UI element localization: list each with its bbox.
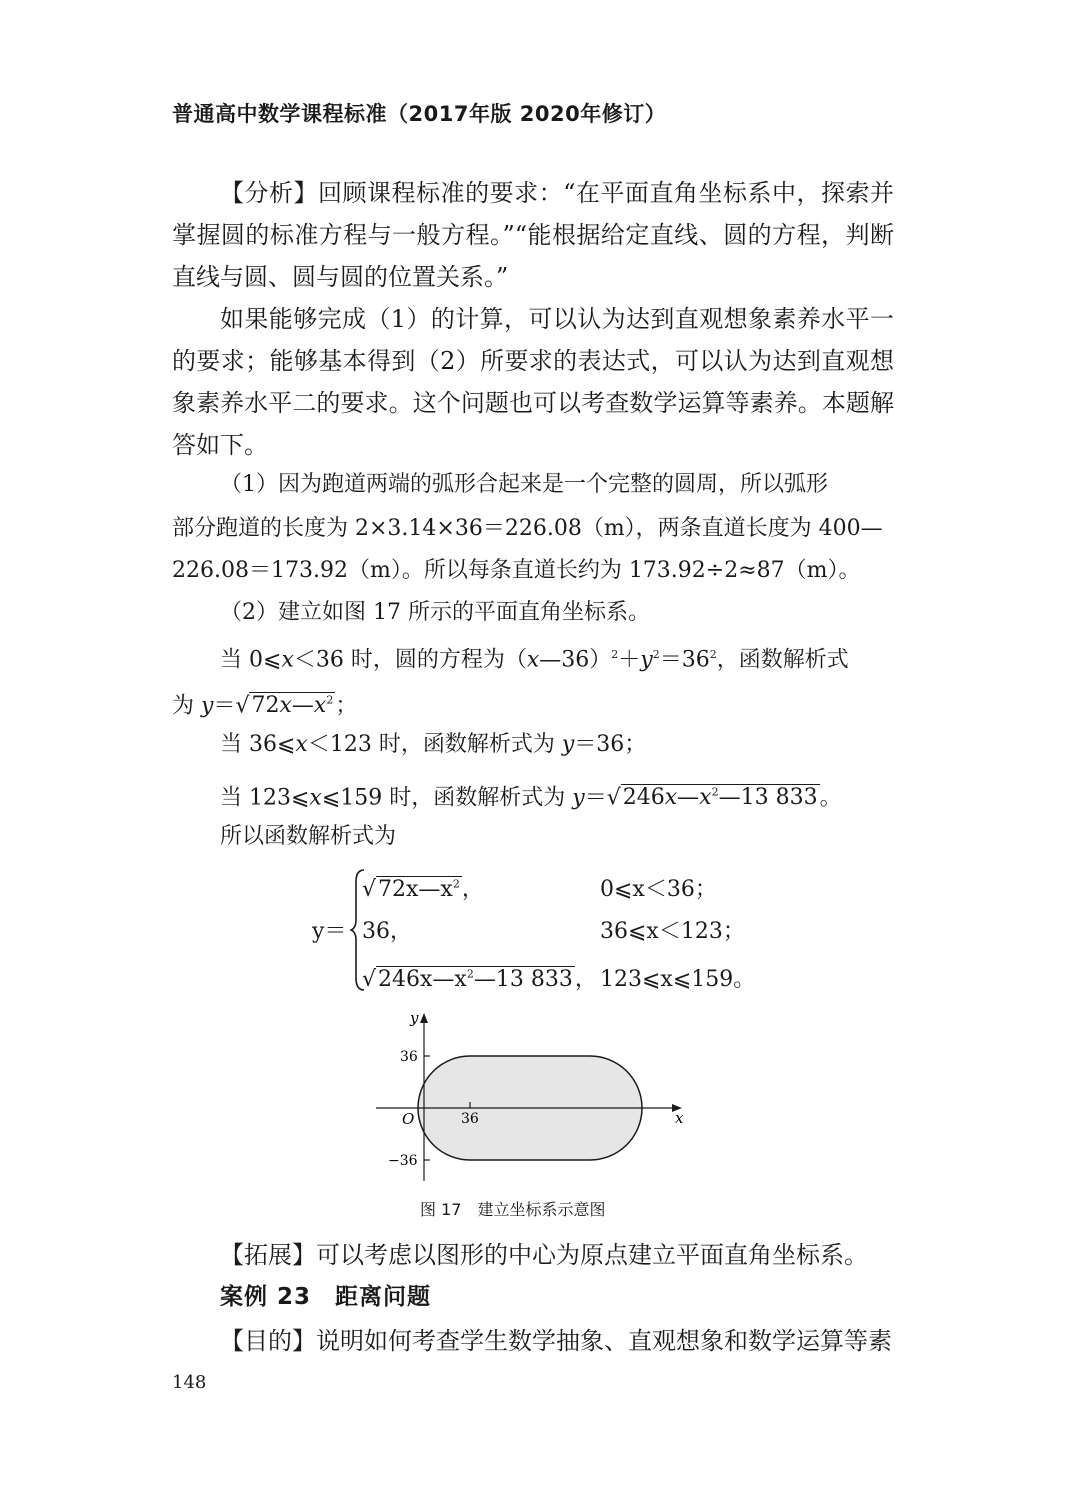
piecewise-lhs: y＝ [312, 919, 347, 944]
running-header: 普通高中数学课程标准（2017年版 2020年修订） [172, 102, 667, 126]
function-line-1: 为 $y=√72x—x^2$； [172, 693, 358, 719]
solution-line-3: 226.08＝173.92（m）。所以每条直道长约为 173.92÷2≈87（m）。 [172, 558, 861, 583]
tick-label-x-36: 36 [461, 1111, 479, 1127]
solution-line-4: （2）建立如图 17 所示的平面直角坐标系。 [220, 600, 650, 625]
analysis-paragraph: 【分析】回顾课程标准的要求：“在平面直角坐标系中，探索并掌握圆的标准方程与一般方程。”“能根据给定直线、圆的方程，判断直线与圆、圆与圆的位置关系。” [172, 179, 894, 291]
y-axis-label: y [410, 1009, 419, 1027]
x-axis-label: x [675, 1109, 684, 1127]
origin-label: O [402, 1110, 415, 1128]
purpose-paragraph: 【目的】说明如何考查学生数学抽象、直观想象和数学运算等素 [220, 1327, 892, 1355]
piecewise-row-1-cond: 0⩽x＜36； [600, 877, 717, 902]
extension-paragraph: 【拓展】可以考虑以图形的中心为原点建立平面直角坐标系。 [220, 1241, 868, 1269]
function-line-3: 当 123⩽x⩽159 时，函数解析式为 $y=√246x—x^2—13$ 833。 [220, 785, 842, 811]
y-axis-arrow-icon [420, 1013, 428, 1023]
page-number: 148 [172, 1372, 207, 1393]
solution-line-1: （1）因为跑道两端的弧形合起来是一个完整的圆周，所以弧形 [220, 472, 828, 497]
summary-line: 所以函数解析式为 [220, 824, 397, 849]
tick-label-y-36: 36 [400, 1049, 418, 1065]
tick-label-y-neg36: −36 [388, 1153, 418, 1169]
track-coordinate-figure [360, 1005, 700, 1185]
piecewise-row-3-expr: $√246x—x^2—13$ 833， [362, 967, 597, 992]
piecewise-row-2-cond: 36⩽x＜123； [600, 919, 745, 944]
circle-equation-line: 当 0⩽x＜36 时，圆的方程为$(x—36)^2+y^2=36^2$，函数解析式 [220, 647, 849, 673]
case-title: 案例 23 距离问题 [220, 1284, 432, 1310]
piecewise-row-1-expr: $√72x—x^2$， [362, 877, 484, 902]
solution-line-2: 部分跑道的长度为 2×3.14×36＝226.08（m），两条直道长度为 400— [172, 516, 883, 541]
evaluation-paragraph: 如果能够完成（1）的计算，可以认为达到直观想象素养水平一的要求；能够基本得到（2）所要求的表达式，可以认为达到直观想象素养水平二的要求。这个问题也可以考查数学运算等素养。本题解答如下。 [172, 305, 894, 459]
piecewise-row-2-expr: 36， [362, 919, 412, 944]
figure-caption: 图 17 建立坐标系示意图 [420, 1200, 606, 1219]
function-line-2: 当 36⩽x＜123 时，函数解析式为 y＝36； [220, 732, 647, 757]
piecewise-row-3-cond: 123⩽x⩽159。 [600, 967, 756, 992]
